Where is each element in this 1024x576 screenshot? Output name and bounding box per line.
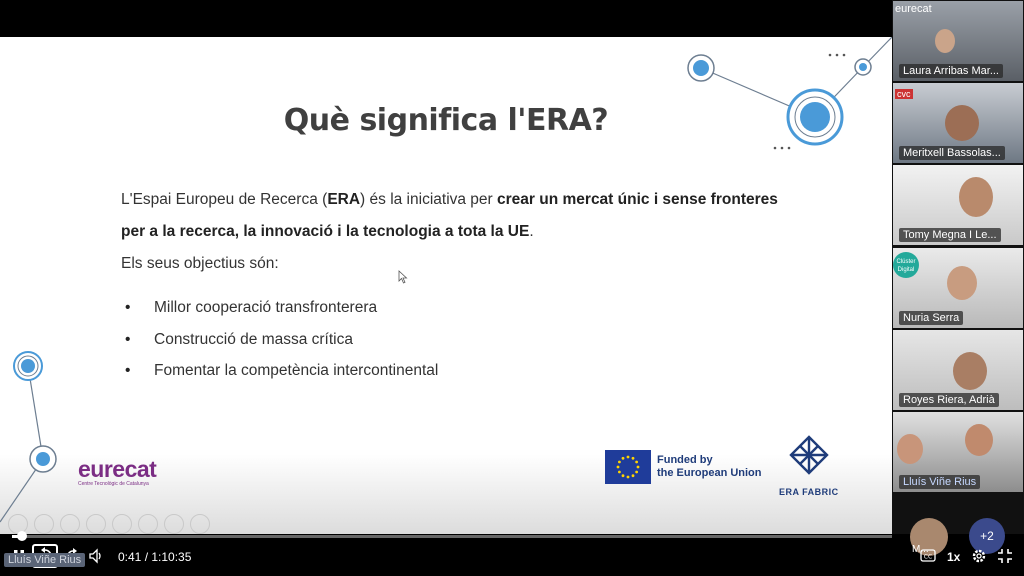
toolbar-more-icon[interactable] (190, 514, 210, 534)
time-display: 0:41 / 1:10:35 (118, 550, 192, 564)
era-fabric-label: ERA FABRIC (779, 487, 839, 497)
eurecat-logo-text: eurecat (78, 456, 157, 482)
participant-video (897, 434, 923, 464)
participant-tile[interactable] (893, 1, 1023, 81)
era-acronym: ERA (327, 191, 361, 208)
network-decoration-left (0, 337, 70, 527)
captions-icon[interactable] (920, 549, 936, 562)
slide-paragraph-3: Els seus objectius són: (121, 255, 279, 272)
participant-video (945, 105, 979, 141)
progress-thumb[interactable] (17, 531, 27, 541)
participant-tile[interactable] (893, 248, 1023, 328)
mouse-cursor-icon (398, 270, 408, 284)
para1-bold: crear un mercat únic i sense fronteres (497, 191, 778, 208)
exit-fullscreen-icon[interactable] (997, 548, 1013, 564)
playback-speed-button[interactable]: 1x (947, 550, 961, 564)
participant-name: Nuria Serra (899, 311, 963, 325)
participant-tile[interactable] (893, 165, 1023, 245)
para1-text: L'Espai Europeu de Recerca ( (121, 191, 328, 208)
toolbar-screen-icon[interactable] (138, 514, 158, 534)
tile-watermark: eurecat (895, 3, 932, 15)
tile-watermark: Clúster Digital (893, 252, 919, 278)
participant-video (947, 266, 977, 300)
eu-line2: the European Union (657, 467, 762, 479)
list-item: • Construcció de massa crítica (125, 331, 438, 363)
list-item: • Fomentar la competència intercontinental (125, 362, 438, 394)
avatar-label: M... (912, 544, 929, 555)
volume-icon[interactable] (88, 548, 104, 564)
slide-title: Què significa l'ERA? (283, 103, 609, 138)
participant-name: Laura Arribas Mar... (899, 64, 1003, 78)
para2-post: . (529, 223, 534, 240)
tile-watermark: cvc (897, 89, 911, 99)
network-decoration-top (680, 37, 892, 167)
para2-bold: per a la recerca, la innovació i la tecnologia a tota la UE (121, 223, 530, 240)
participant-tile[interactable] (893, 412, 1023, 492)
speaker-tag: Lluís Viñe Rius (4, 553, 85, 567)
eurecat-logo-subtitle: Centre Tecnològic de Catalunya (78, 481, 149, 487)
eu-funded-text (657, 454, 762, 480)
participant-name: Royes Riera, Adrià (899, 393, 999, 407)
eu-line1: Funded by (657, 454, 713, 466)
era-fabric-knot-icon (787, 434, 831, 480)
toolbar-video-icon[interactable] (164, 514, 184, 534)
svg-text:CC: CC (923, 553, 933, 561)
participant-video (935, 29, 955, 53)
era-fabric-logo (779, 434, 839, 497)
toolbar-pen-icon[interactable] (60, 514, 80, 534)
list-item: • Millor cooperació transfronterera (125, 299, 438, 331)
participant-video (965, 424, 993, 456)
para1-mid: ) és la iniciativa per (360, 191, 498, 208)
participant-video (959, 177, 993, 217)
participant-video (953, 352, 987, 390)
slide-toolbar (8, 514, 210, 534)
video-top-band (0, 0, 892, 37)
participant-tile[interactable] (893, 330, 1023, 410)
toolbar-copy-icon[interactable] (86, 514, 106, 534)
objectives-list (125, 299, 438, 394)
participant-tile[interactable] (893, 83, 1023, 163)
settings-gear-icon[interactable] (971, 548, 987, 564)
participants-panel (892, 0, 1024, 576)
eu-funded-logo (605, 450, 762, 484)
participant-name: Tomy Megna I Le... (899, 228, 1001, 242)
slide-paragraph-2 (121, 223, 534, 241)
shared-slide (0, 37, 892, 534)
toolbar-zoom-icon[interactable] (112, 514, 132, 534)
participant-name: Lluís Viñe Rius (899, 475, 980, 489)
toolbar-next-icon[interactable] (34, 514, 54, 534)
more-participants-button[interactable]: +2 (969, 518, 1005, 554)
participant-name: Meritxell Bassolas... (899, 146, 1005, 160)
slide-paragraph-1 (121, 191, 778, 209)
progress-bar[interactable] (12, 535, 892, 538)
eurecat-logo (78, 456, 156, 487)
eu-flag-icon (605, 450, 651, 484)
